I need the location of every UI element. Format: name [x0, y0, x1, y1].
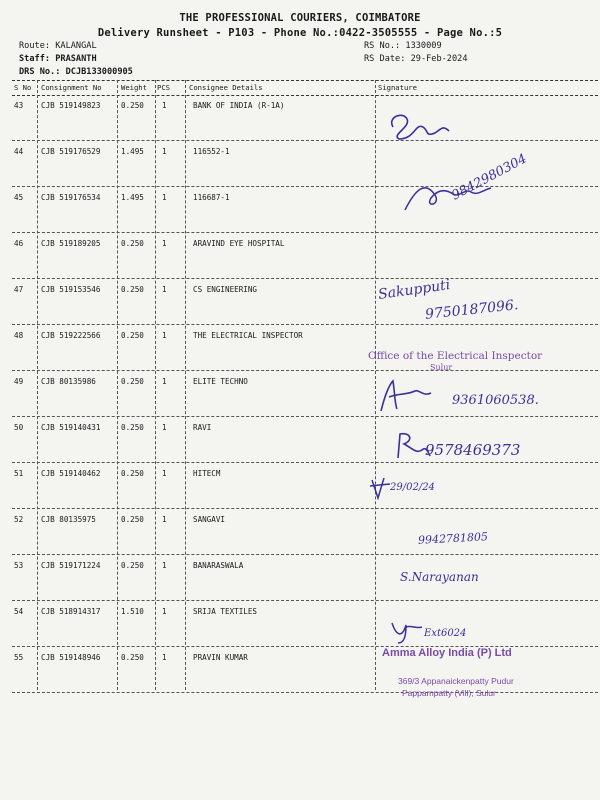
row-consignee: SRIJA TEXTILES [193, 607, 258, 616]
table-row [12, 555, 598, 601]
row-sno: 51 [14, 469, 24, 478]
table-row [12, 463, 598, 509]
col-signature: Signature [378, 83, 417, 92]
table-row [12, 601, 598, 647]
row-pcs: 1 [162, 239, 167, 248]
row-consignee: BANARASWALA [193, 561, 244, 570]
signature-49-phone: 9361060538. [452, 393, 539, 408]
row-weight: 0.250 [121, 515, 144, 524]
row-consignment: CJB 519148946 [41, 653, 101, 662]
row-consignee: ELITE TECHNO [193, 377, 248, 386]
staff-value: PRASANTH [55, 54, 97, 64]
row-weight: 0.250 [121, 239, 144, 248]
col-weight: Weight [121, 83, 147, 92]
row-pcs: 1 [162, 147, 167, 156]
row-weight: 0.250 [121, 469, 144, 478]
row-weight: 0.250 [121, 101, 144, 110]
row-consignee: 116552-1 [193, 147, 230, 156]
table-row [12, 233, 598, 279]
drs-label: DRS No.: [19, 67, 61, 77]
row-pcs: 1 [162, 423, 167, 432]
row-consignment: CJB 519189205 [41, 239, 101, 248]
rs-no-label: RS No.: [364, 41, 401, 51]
stamp-electrical-inspector-sub: Sulur [430, 363, 453, 372]
rs-no-value: 1330009 [405, 41, 442, 51]
row-pcs: 1 [162, 331, 167, 340]
route-staff-block [19, 40, 133, 79]
row-sno: 47 [14, 285, 24, 294]
row-consignment: CJB 80135975 [41, 515, 96, 524]
drs-value: DCJB133000905 [65, 67, 133, 77]
company-title: THE PROFESSIONAL COURIERS, COIMBATORE [179, 12, 421, 24]
row-consignee: RAVI [193, 423, 212, 432]
row-weight: 0.250 [121, 423, 144, 432]
row-consignment: CJB 519222566 [41, 331, 101, 340]
row-weight: 1.495 [121, 193, 144, 202]
row-consignment: CJB 519176534 [41, 193, 101, 202]
row-sno: 50 [14, 423, 24, 432]
row-pcs: 1 [162, 607, 167, 616]
stamp-electrical-inspector: Office of the Electrical Inspector [368, 350, 543, 362]
col-pcs: PCS [157, 83, 170, 92]
row-consignee: CS ENGINEERING [193, 285, 258, 294]
route-value: KALANGAL [55, 41, 97, 51]
row-consignee: THE ELECTRICAL INSPECTOR [193, 331, 303, 340]
row-consignment: CJB 519171224 [41, 561, 101, 570]
signature-54 [388, 615, 428, 645]
staff-label: Staff: [19, 54, 51, 64]
row-weight: 0.250 [121, 561, 144, 570]
table-row [12, 325, 598, 371]
stamp-address-2: Pappampatty (Vill), Sulur [402, 688, 496, 698]
row-consignment: CJB 519140462 [41, 469, 101, 478]
signature-54-number: Ext6024 [424, 628, 467, 639]
row-weight: 1.510 [121, 607, 144, 616]
row-sno: 55 [14, 653, 24, 662]
signature-47-phone: 9750187096. [424, 297, 520, 323]
row-consignment: CJB 80135986 [41, 377, 96, 386]
row-sno: 44 [14, 147, 24, 156]
signature-51-date: 29/02/24 [390, 482, 435, 493]
row-pcs: 1 [162, 469, 167, 478]
row-weight: 0.250 [121, 285, 144, 294]
row-pcs: 1 [162, 561, 167, 570]
row-consignment: CJB 519153546 [41, 285, 101, 294]
row-consignee: BANK OF INDIA (R-1A) [193, 101, 285, 110]
stamp-company: Amma Alloy India (P) Ltd [382, 647, 512, 659]
signature-53-name: S.Narayanan [400, 570, 479, 584]
signature-44-45 [395, 150, 515, 220]
row-sno: 46 [14, 239, 24, 248]
row-consignment: CJB 519149823 [41, 101, 101, 110]
signature-44-45-number: 9842980304 [449, 151, 530, 204]
runsheet-title: Delivery Runsheet - P103 - Phone No.:0422-3505555 - Page No.:5 [97, 27, 503, 39]
rs-date-value: 29-Feb-2024 [410, 54, 468, 64]
row-consignment: CJB 519176529 [41, 147, 101, 156]
row-consignee: HITECM [193, 469, 221, 478]
route-label: Route: [19, 41, 51, 51]
signature-47-name: Sakupputi [377, 277, 452, 303]
row-sno: 43 [14, 101, 24, 110]
row-consignee: ARAVIND EYE HOSPITAL [193, 239, 285, 248]
col-consignee: Consignee Details [189, 83, 263, 92]
signature-50-phone: 9578469373 [425, 441, 521, 459]
row-pcs: 1 [162, 101, 167, 110]
row-pcs: 1 [162, 193, 167, 202]
row-weight: 1.495 [121, 147, 144, 156]
row-sno: 49 [14, 377, 24, 386]
col-sno: S No [14, 83, 32, 92]
row-consignment: CJB 519140431 [41, 423, 101, 432]
row-pcs: 1 [162, 377, 167, 386]
table-row [12, 509, 598, 555]
rs-date-label: RS Date: [364, 54, 406, 64]
row-sno: 53 [14, 561, 24, 570]
table-row [12, 95, 598, 141]
signature-43 [385, 105, 455, 145]
row-pcs: 1 [162, 285, 167, 294]
row-pcs: 1 [162, 515, 167, 524]
row-consignee: SANGAVI [193, 515, 226, 524]
row-weight: 0.250 [121, 331, 144, 340]
row-consignee: PRAVIN KUMAR [193, 653, 248, 662]
row-consignment: CJB 518914317 [41, 607, 101, 616]
row-divider [12, 692, 598, 693]
row-consignee: 116687-1 [193, 193, 230, 202]
row-sno: 54 [14, 607, 24, 616]
row-weight: 0.250 [121, 377, 144, 386]
signature-49 [375, 375, 445, 415]
row-weight: 0.250 [121, 653, 144, 662]
rs-block [364, 40, 468, 66]
row-sno: 45 [14, 193, 24, 202]
col-consignment: Consignment No [41, 83, 102, 92]
row-sno: 48 [14, 331, 24, 340]
signature-52-phone: 9942781805 [417, 530, 489, 547]
stamp-address-1: 369/3 Appanaickenpatty Pudur [398, 676, 514, 686]
row-pcs: 1 [162, 653, 167, 662]
table-header [12, 80, 598, 96]
row-sno: 52 [14, 515, 24, 524]
